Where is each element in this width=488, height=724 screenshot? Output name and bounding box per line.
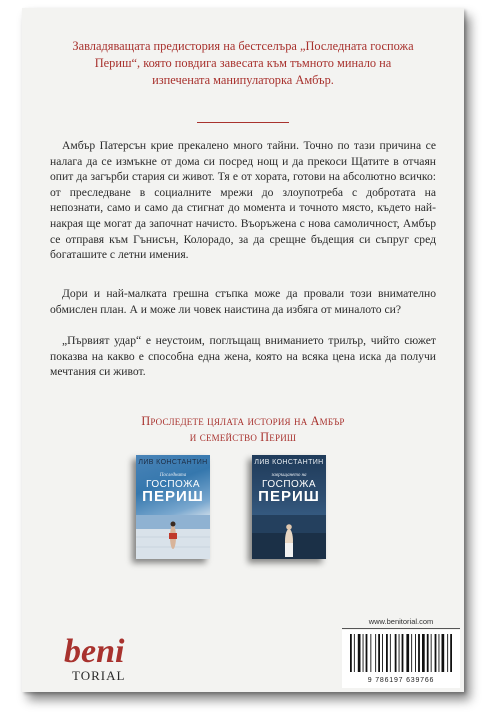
barcode-bar (390, 634, 391, 672)
barcode-bar (411, 634, 412, 672)
barcode-bar (435, 634, 437, 672)
book-1-author: ЛИВ КОНСТАНТИН (138, 459, 208, 466)
isbn-barcode (342, 630, 460, 676)
barcode-bar (418, 634, 420, 672)
barcode-bar (439, 634, 440, 672)
book-2-author: ЛИВ КОНСТАНТИН (254, 459, 324, 466)
book-2-title-mid: ГОСПОЖА (261, 479, 316, 490)
synopsis-paragraph-1: Амбър Патерсън крие прекалено много тайни. Точно по тази причина се налага да се измъкне от дома си посред нощ и да прекоси Щатите в отчаян опит да загърби стария си живот. Тя е от хората, готови на абсолютно всичко: от преследване в социалните мрежи до злоупотреба с добротата на непознати, само и само да стигнат до момента и точното място, където най-накрая ще могат да започнат начисто. Въоръжена с нова самоличност, Амбър се отправя към Гънисън, Колорадо, за да срещне бъдещия си съпруг сред богаташите с летни имения. (50, 139, 436, 262)
barcode-bar (363, 634, 364, 672)
book-2-title-top: завръщането на (271, 473, 307, 478)
synopsis-paragraph-3: „Първият удар“ е неустоим, поглъщащ вниманието трилър, чийто сюжет показва на какво е способна една жена, която на всяка цена иска да получи мечтания си живот. (50, 334, 436, 379)
book-cover-1 (136, 455, 210, 559)
barcode-bar (395, 634, 397, 672)
barcode-bar (406, 634, 409, 672)
barcode-bar (358, 634, 361, 672)
lead-blurb: Завладяващата предистория на бестселъра „Последната госпожа Периш“, която повдига завесата към тъмното минало на изпечената манипулаторка Амбър. (72, 39, 414, 87)
barcode-bar (399, 634, 400, 672)
barcode-bar (375, 634, 376, 672)
series-promo (62, 413, 424, 445)
publisher-website: www.benitorial.com (342, 617, 460, 629)
book-1-illustration (136, 515, 210, 559)
barcode-bar (386, 634, 388, 672)
barcode-bar (382, 634, 383, 672)
series-promo-line-1: Проследете цялата история на Амбър (141, 414, 345, 428)
barcode-bar (354, 634, 355, 672)
barcode-bar (415, 634, 416, 672)
book-2-illustration (252, 515, 326, 559)
book-1-title-main: ПЕРИШ (142, 488, 204, 505)
synopsis-paragraph-2: Дори и най-малката грешна стъпка може да провали този внимателно обмислен план. А и може ли човек наистина да избяга от миналото си? (50, 287, 436, 316)
barcode-bar (427, 634, 429, 672)
back-cover (22, 8, 464, 692)
barcode-bar (447, 634, 448, 672)
barcode-bar (402, 634, 404, 672)
barcode-bar (450, 634, 452, 672)
barcode-bar (442, 634, 445, 672)
book-2-title-main: ПЕРИШ (258, 488, 320, 505)
barcode-bar (431, 634, 432, 672)
svg-text:TORIAL: TORIAL (72, 668, 126, 683)
isbn-number: 9 786197 639766 (367, 677, 435, 684)
barcode-bar (378, 634, 380, 672)
publisher-logo (62, 624, 142, 694)
book-cover-2 (252, 455, 326, 559)
series-promo-line-2: и семейство Периш (189, 430, 297, 444)
book-1-title-mid: ГОСПОЖА (145, 479, 200, 490)
barcode-bar (350, 634, 352, 672)
svg-text:beni: beni (64, 633, 125, 670)
book-1-title-top: Последната (159, 473, 187, 478)
divider-rule (197, 122, 289, 123)
barcode-bar (422, 634, 425, 672)
barcode-bar (370, 634, 371, 672)
barcode-bar (366, 634, 368, 672)
